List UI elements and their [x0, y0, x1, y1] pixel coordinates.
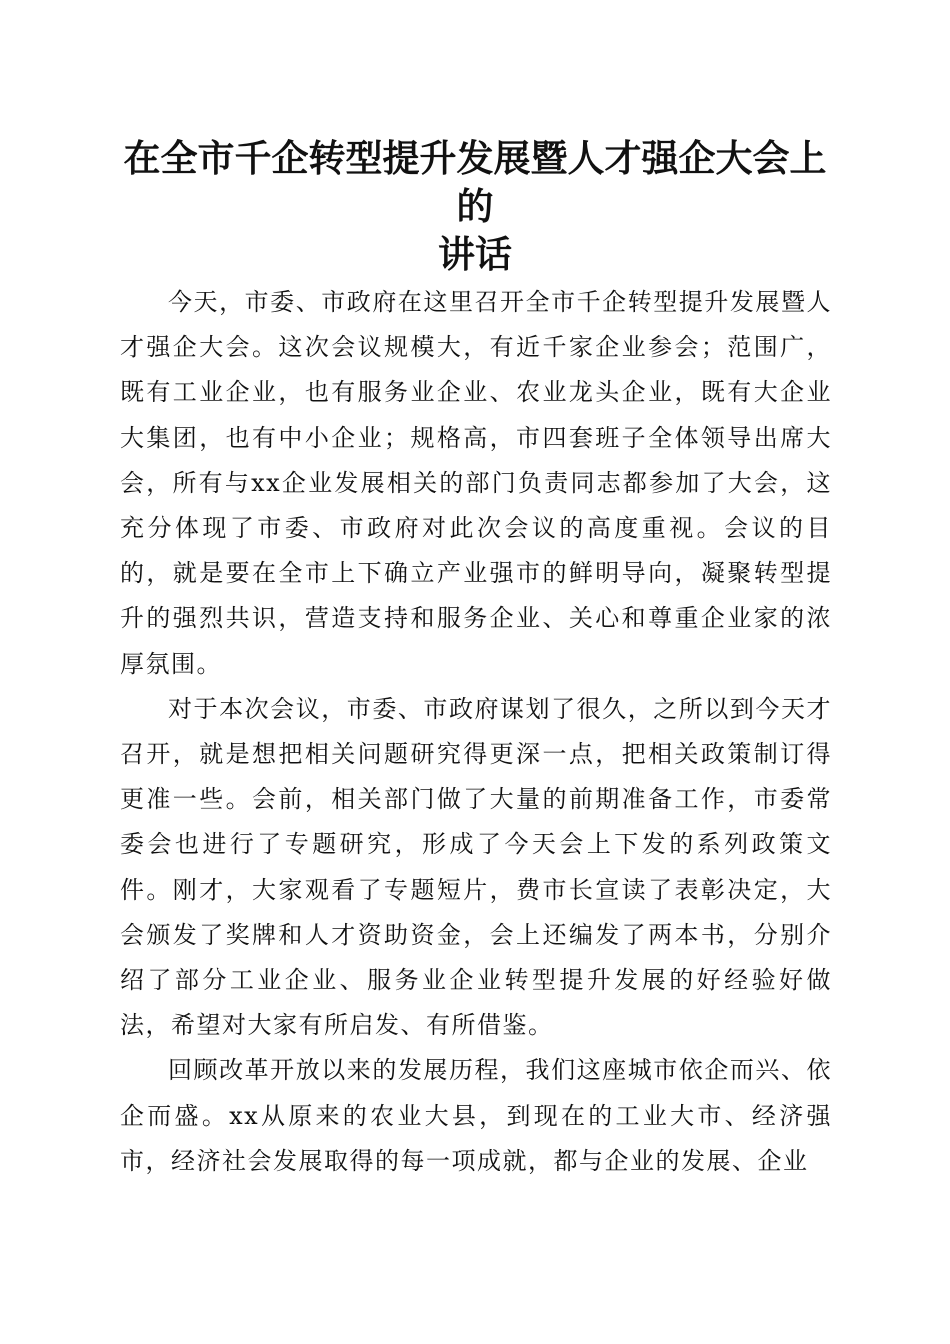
- title-line-2: 讲话: [438, 232, 512, 276]
- title-line-1: 在全市千企转型提升发展暨人才强企大会上的: [123, 136, 827, 228]
- paragraph-3: 回顾改革开放以来的发展历程，我们这座城市依企而兴、依企而盛。xx从原来的农业大县，到现在的工业大市、经济强市，经济社会发展取得的每一项成就，都与企业的发展、企业: [120, 1056, 832, 1175]
- document-body: [120, 280, 832, 1184]
- paragraph-2: 对于本次会议，市委、市政府谋划了很久，之所以到今天才召开，就是想把相关问题研究得更深一点，把相关政策制订得更准一些。会前，相关部门做了大量的前期准备工作，市委常委会也进行了专题研究，形成了今天会上下发的系列政策文件。刚才，大家观看了专题短片，费市长宣读了表彰决定，大会颁发了奖牌和人才资助资金，会上还编发了两本书，分别介绍了部分工业企业、服务业企业转型提升发展的好经验好做法，希望对大家有所启发、有所借鉴。: [120, 694, 832, 1040]
- document-title: [110, 134, 840, 278]
- paragraph-1: 今天，市委、市政府在这里召开全市千企转型提升发展暨人才强企大会。这次会议规模大，有近千家企业参会；范围广，既有工业企业，也有服务业企业、农业龙头企业，既有大企业大集团，也有中小企业；规格高，市四套班子全体领导出席大会，所有与xx企业发展相关的部门负责同志都参加了大会，这充分体现了市委、市政府对此次会议的高度重视。会议的目的，就是要在全市上下确立产业强市的鲜明导向，凝聚转型提升的强烈共识，营造支持和服务企业、关心和尊重企业家的浓厚氛围。: [120, 288, 832, 678]
